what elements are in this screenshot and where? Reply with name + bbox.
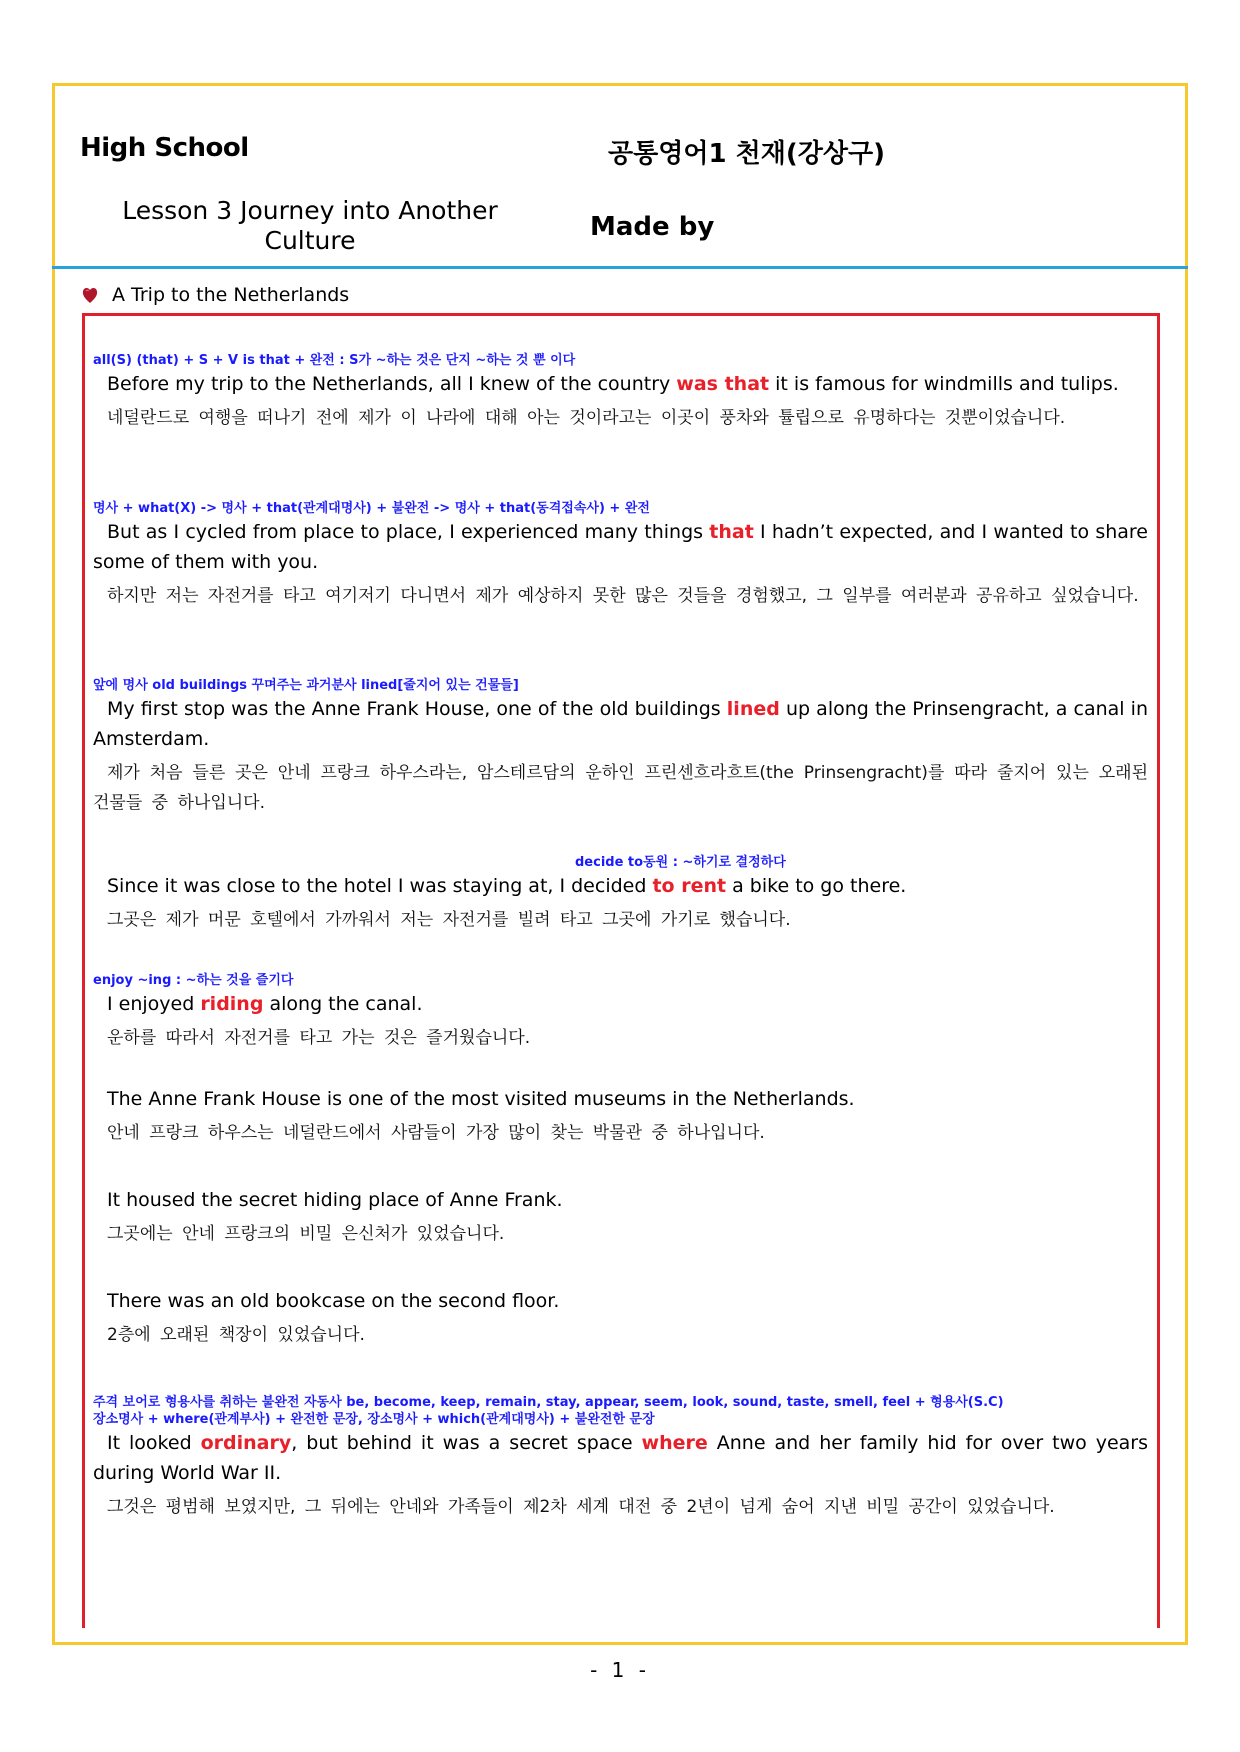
sentence-block-6 [93,1084,1148,1148]
english-sentence [93,1084,1148,1114]
sentence-block-1 [93,352,1148,433]
highlight-word: that [709,521,754,543]
text-run: But as I cycled from place to place, I experienced many things [107,521,710,543]
english-sentence [93,871,1148,901]
text-run: a bike to go there. [726,875,907,897]
text-run: It housed the secret hiding place of Anne Frank. [107,1189,563,1211]
section-title: A Trip to the Netherlands [112,284,350,306]
korean-translation: 제가 처음 들른 곳은 안네 프랑크 하우스라는, 암스테르담의 운하인 프린센흐라흐트(the Prinsengracht)를 따라 줄지어 있는 오래된 건물들 중 하나입니다. [93,763,1148,813]
grammar-note: all(S) (that) + S + V is that + 완전 : S가 ~하는 것은 단지 ~하는 것 뿐 이다 [93,353,576,368]
text-run: I enjoyed [107,993,201,1015]
text-run: along the canal. [263,993,423,1015]
text-run: My first stop was the Anne Frank House, one of the old buildings [107,698,727,720]
english-sentence [93,1428,1148,1488]
english-sentence [93,517,1148,577]
header-divider [52,266,1188,269]
sentence-block-2 [93,500,1148,611]
sentence-block-7 [93,1185,1148,1249]
grammar-note: decide to동원 : ~하기로 결정하다 [575,855,786,870]
highlight-word: was that [676,373,770,395]
sentence-block-8 [93,1286,1148,1350]
text-run: Before my trip to the Netherlands, all I knew of the country [107,373,677,395]
korean-translation: 안네 프랑크 하우스는 네덜란드에서 사람들이 가장 많이 찾는 박물관 중 하나입니다. [107,1123,765,1143]
highlight-word: riding [200,993,264,1015]
made-by-label: Made by [590,212,715,242]
korean-translation: 2층에 오래된 책장이 있었습니다. [107,1325,365,1345]
highlight-word: where [641,1432,708,1454]
english-sentence [93,1185,1148,1215]
highlight-word: lined [726,698,780,720]
page-number: - 1 - [590,1658,650,1682]
text-run: up along the Prinsengracht, a canal in Amsterdam. [93,698,1148,750]
text-run: Since it was close to the hotel I was staying at, I decided [107,875,653,897]
korean-translation: 하지만 저는 자전거를 타고 여기저기 다니면서 제가 예상하지 못한 많은 것들을 경험했고, 그 일부를 여러분과 공유하고 싶었습니다. [107,586,1139,606]
english-sentence [93,694,1148,754]
korean-translation: 그곳에는 안네 프랑크의 비밀 은신처가 있었습니다. [107,1224,505,1244]
school-label: High School [80,133,249,163]
korean-translation: 그것은 평범해 보였지만, 그 뒤에는 안네와 가족들이 제2차 세계 대전 중 2년이 넘게 숨어 지낸 비밀 공간이 있었습니다. [107,1497,1055,1517]
heart-icon [82,286,98,304]
highlight-word: ordinary [200,1432,292,1454]
text-run: it is famous for windmills and tulips. [769,373,1119,395]
text-run: Anne and her family hid for over two years during World War II. [93,1432,1148,1484]
grammar-note: 장소명사 + where(관계부사) + 완전한 문장, 장소명사 + which(관계대명사) + 불완전한 문장 [93,1412,655,1427]
english-sentence [93,989,1148,1019]
text-run: There was an old bookcase on the second floor. [107,1290,560,1312]
lesson-title: Lesson 3 Journey into Another Culture [122,196,498,255]
english-sentence [93,1286,1148,1316]
text-run: I hadn’t expected, and I wanted to share some of them with you. [93,521,1148,573]
grammar-note: 명사 + what(X) -> 명사 + that(관계대명사) + 불완전 -> 명사 + that(동격접속사) + 완전 [93,501,650,516]
grammar-note: 주격 보어로 형용사를 취하는 불완전 자동사 be, become, keep, remain, stay, appear, seem, look, sound, taste, smell, feel + 형용사(S.C) [93,1395,1004,1410]
grammar-note: enjoy ~ing : ~하는 것을 즐기다 [93,973,294,988]
sentence-block-5 [93,972,1148,1053]
highlight-word: to rent [652,875,727,897]
korean-translation: 네덜란드로 여행을 떠나기 전에 제가 이 나라에 대해 아는 것이라고는 이곳이 풍차와 튤립으로 유명하다는 것뿐이었습니다. [107,408,1066,428]
english-sentence [93,369,1148,399]
section-heading [82,284,349,306]
korean-translation: 운하를 따라서 자전거를 타고 가는 것은 즐거웠습니다. [107,1028,531,1048]
text-run: , but behind it was a secret space [291,1432,642,1454]
grammar-note: 앞에 명사 old buildings 꾸며주는 과거분사 lined[줄지어 있는 건물들] [93,678,519,693]
sentence-block-9 [93,1394,1148,1522]
korean-translation: 그곳은 제가 머문 호텔에서 가까워서 저는 자전거를 빌려 타고 그곳에 가기로 했습니다. [107,910,791,930]
sentence-block-4 [93,854,1148,935]
sentence-block-3 [93,677,1148,818]
textbook-title: 공통영어1 천재(강상구) [608,139,885,169]
text-run: The Anne Frank House is one of the most visited museums in the Netherlands. [107,1088,855,1110]
text-run: It looked [107,1432,201,1454]
